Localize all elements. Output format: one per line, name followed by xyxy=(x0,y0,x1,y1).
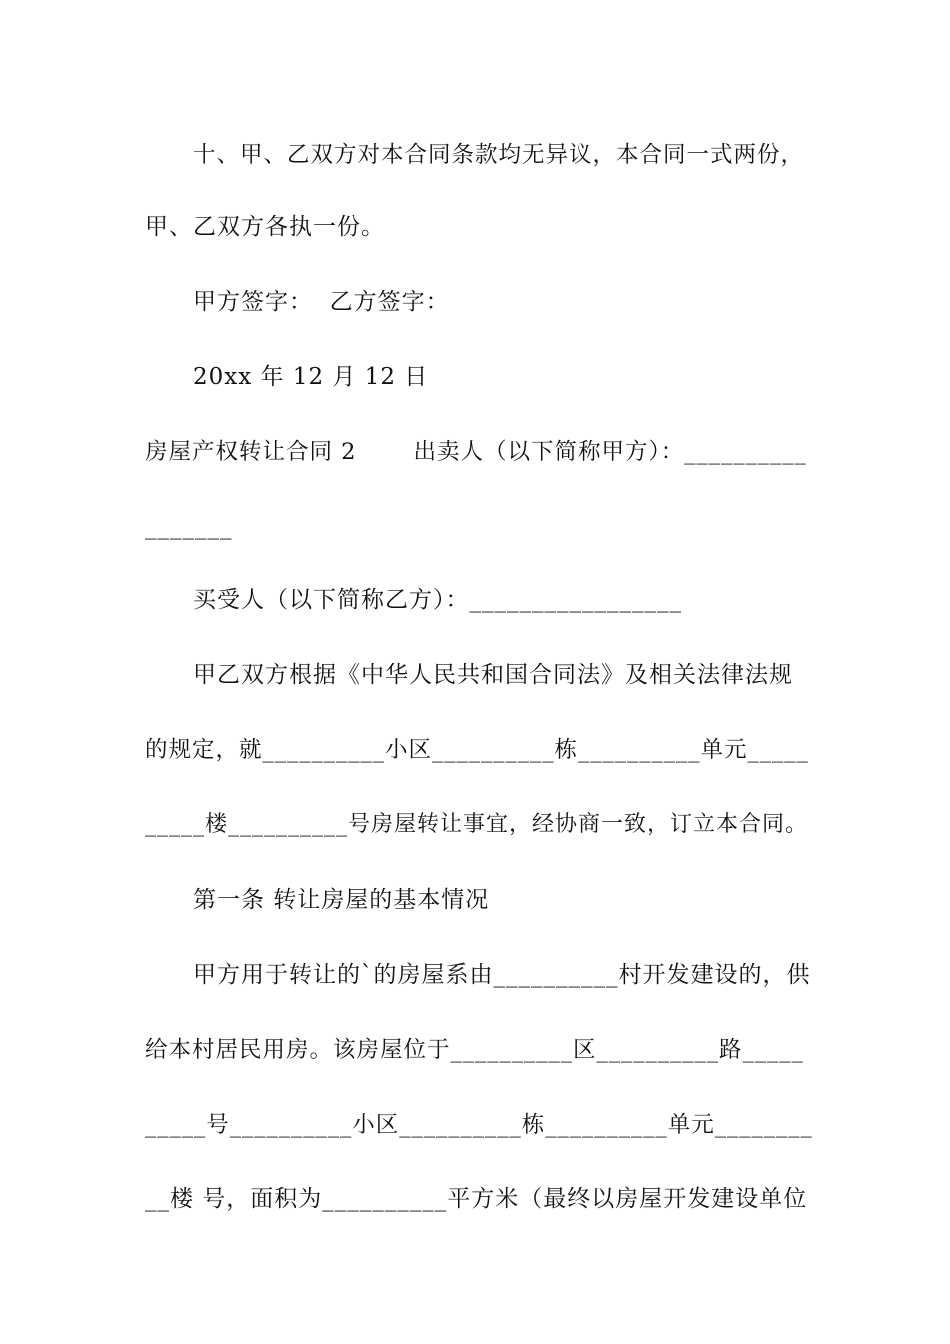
paragraph-basis-line-2: 的规定，就__________小区__________栋__________单元_____ xyxy=(145,737,809,763)
paragraph-house-info: 甲方用于转让的`的房屋系由__________村开发建设的，供 xyxy=(193,962,811,988)
contract-title-seller-line: 房屋产权转让合同 2 出卖人（以下简称甲方）：__________ xyxy=(145,439,807,465)
seller-blank-continued: _______ xyxy=(145,514,233,540)
signature-line: 甲方签字： 乙方签字： xyxy=(193,289,450,315)
date-line: 20xx 年 12 月 12 日 xyxy=(193,364,429,390)
article-one-heading: 第一条 转让房屋的基本情况 xyxy=(193,887,490,913)
paragraph-basis-line-3: _____楼__________号房屋转让事宜，经协商一致，订立本合同。 xyxy=(145,812,809,837)
paragraph-house-info-line-4: __楼 号，面积为__________平方米（最终以房屋开发建设单位 xyxy=(145,1186,808,1212)
paragraph-clause-ten-continued: 甲、乙双方各执一份。 xyxy=(145,214,385,240)
buyer-line: 买受人（以下简称乙方）：_________________ xyxy=(193,587,682,613)
paragraph-basis: 甲乙双方根据《中华人民共和国合同法》及相关法律法规 xyxy=(193,662,793,688)
paragraph-house-info-line-2: 给本村居民用房。该房屋位于__________区__________路_____ xyxy=(145,1037,804,1063)
paragraph-clause-ten: 十、甲、乙双方对本合同条款均无异议，本合同一式两份， xyxy=(193,142,805,168)
paragraph-house-info-line-3: _____号__________小区__________栋__________单元________ xyxy=(145,1112,813,1138)
